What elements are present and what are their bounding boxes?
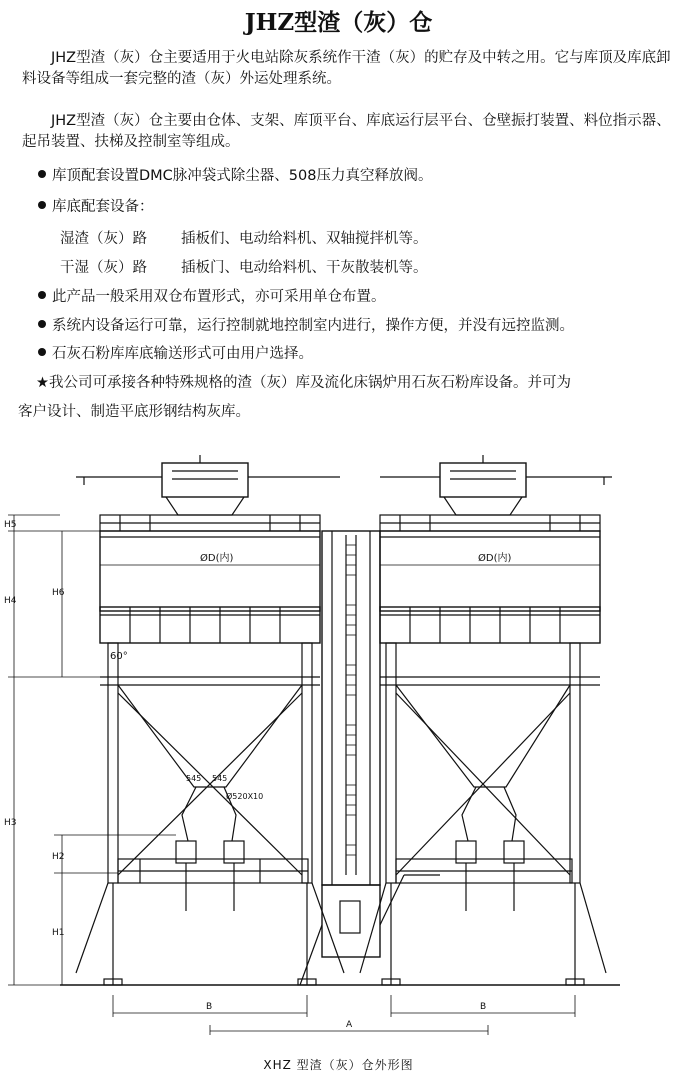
bullet-dot-icon	[38, 348, 46, 356]
bullet-dot-icon	[38, 320, 46, 328]
star-icon: ★	[36, 375, 49, 391]
bullet-dot-icon	[38, 201, 46, 209]
dim-b-right: B	[480, 1002, 487, 1012]
dim-545-left: 545	[186, 774, 202, 783]
figure-caption: XHZ 型渣（灰）仓外形图	[263, 1058, 414, 1072]
pipe-label: Ø520X10	[226, 792, 264, 801]
sub-item-dry: 干湿（灰）路 插板门、电动给料机、干灰散装机等。	[60, 260, 428, 276]
bullet-item: 系统内设备运行可靠，运行控制就地控制室内进行，操作方便，并没有远控监测。	[38, 316, 574, 336]
left-silo	[76, 455, 344, 985]
bullet-item: 此产品一般采用双仓布置形式，亦可采用单仓布置。	[38, 287, 386, 307]
bullet-item: 库顶配套设置DMC脉冲袋式除尘器、508压力真空释放阀。	[38, 166, 432, 186]
dim-a: A	[346, 1020, 353, 1030]
dimension-lines	[8, 515, 600, 1035]
bullet-item: 库底配套设备：	[38, 197, 154, 217]
intro-paragraph-1: JHZ型渣（灰）仓主要适用于火电站除灰系统作干渣（灰）的贮存及中转之用。它与库顶及库底卸料设备等组成一套完整的渣（灰）外运处理系统。	[22, 50, 671, 87]
stair-tower	[300, 531, 440, 985]
page-title: JHZ型渣（灰）仓	[244, 9, 433, 36]
sub-item-wet: 湿渣（灰）路 插板们、电动给料机、双轴搅拌机等。	[60, 231, 428, 247]
diameter-label-left: ØD(内)	[200, 553, 234, 564]
intro-paragraph-2: JHZ型渣（灰）仓主要由仓体、支架、库顶平台、库底运行层平台、仓壁振打装置、料位指示器、起吊装置、扶梯及控制室等组成。	[22, 113, 671, 150]
bullet-dot-icon	[38, 170, 46, 178]
dim-h6: H6	[52, 588, 65, 598]
bullet-item: 石灰石粉库库底输送形式可由用户选择。	[38, 344, 313, 364]
bullet-dot-icon	[38, 291, 46, 299]
note-line-2: 客户设计、制造平底形钢结构灰库。	[18, 404, 250, 420]
dim-h1: H1	[52, 928, 65, 938]
note-line-1: ★我公司可承接各种特殊规格的渣（灰）库及流化床锅炉用石灰石粉库设备。并可为	[36, 375, 571, 391]
dim-h4: H4	[4, 596, 17, 606]
diameter-label-right: ØD(内)	[478, 553, 512, 564]
silo-elevation-drawing	[0, 455, 677, 1055]
dim-b-left: B	[206, 1002, 213, 1012]
dim-h3: H3	[4, 818, 17, 828]
right-silo	[360, 455, 612, 985]
dim-h5: H5	[4, 520, 17, 530]
angle-label: 60°	[110, 651, 128, 662]
dim-h2: H2	[52, 852, 65, 862]
dim-545-right: 545	[212, 774, 228, 783]
